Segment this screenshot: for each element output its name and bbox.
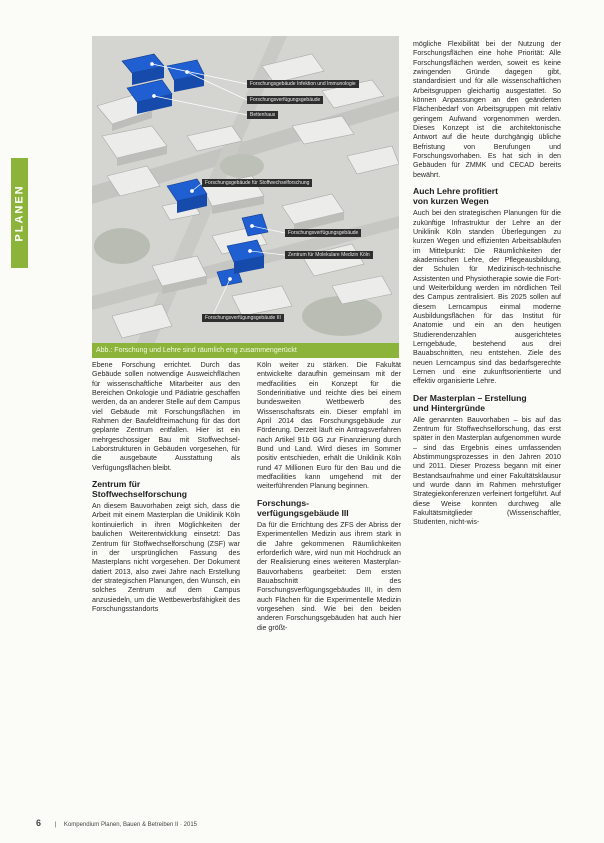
text-column-1 [92,361,240,614]
page-footer [36,818,197,828]
section-heading [413,186,561,206]
paragraph: mögliche Flexibilität bei der Nutzung der Forschungsflächen eine hohe Priorität: Alle Forschungsflächen werden, soweit es keine zwingenden Gründe dagegen gibt, standardisiert und für alle wissenschaftlichen Arbeitsgruppen gleichartig ausgestattet. So können Anpassungen an den geänderten Flächenbedarf von Arbeitsgruppen mit relativ geringem Aufwand vorgenommen werden. Dieses Konzept ist die architektonische Antwort auf die heute durchgängig übliche Befristung von Berufungen und Forschungsvorhaben. Es hat sich in den Gebäuden für ZMMK und CECAD bereits bewährt. [413,40,561,179]
map-label-4: Forschungsgebäude für Stoffwechselforschung [202,179,312,187]
heading-line: und Hintergründe [413,402,486,413]
section-heading [257,498,401,518]
map-label-1: Forschungsgebäude Infektion und Immunologie [247,80,359,88]
figure-caption: Abb.: Forschung und Lehre sind räumlich eng zusammengerückt [92,343,399,358]
heading-line: Forschungs- [257,497,310,508]
paragraph: Auch bei den strategischen Planungen für die zukünftige Infrastruktur der Lehre an der Uniklinik Köln standen Überlegungen zu kurzen Wegen und effizienten Arbeitsabläufen im Mittelpunkt: Die Räumlichkeiten der akademischen Lehre, der Pflegeausbildung, der Schulen für Medizinisch-technische Assistenten und Physiotherapie sowie die Fort- und Weiterbildung werden im nördlichen Teil des Campus zentralisiert. Bis 2025 sollen auf diesem Lerncampus einmal moderne Ausbildungsflächen für das Institut für Anatomie und ein an den heutigen Studierendenzahlen ausgerichtetes Lerngebäude, bestehend aus drei Bauabschnitten, neu entstehen. Ziele des neuen Lerncampus sind das bedarfsgerechte Lernen und eine zukunftsorientierte und effektiv organisierte Lehre. [413,209,561,386]
campus-aerial-figure [92,36,399,354]
footer-separator: | [54,822,57,828]
heading-line: Der Masterplan – Erstellung [413,392,527,403]
heading-line: verfügungsgebäude III [257,507,349,518]
map-label-2: Forschungsverfügungsgebäude [247,96,323,104]
publication-name: Kompendium Planen, Bauen & Betreiben II · 2015 [63,822,198,828]
heading-line: Zentrum für [92,479,141,490]
paragraph: Ebene Forschung errichtet. Durch das Gebäude sollen notwendige Ausweichflächen für wissenschaftliche Mitarbeiter aus den Bereichen Onkologie und Pädiatrie geschaffen werden, da an anderer Stelle auf dem Campus viel Gebäude mit Forschungsflächen im Rahmen der Baufeldfreimachung für das dort geplante Zentrum entfallen. Hier ist ein mehrgeschossiger Bau mit Stoffwechsel-Laborstrukturen in Gebäuden vorgesehen, für die ausgebaute Ausstattung als Verfügungsflächen bleibt. [92,361,240,472]
paragraph: Köln weiter zu stärken. Die Fakultät entwickelte daraufhin gemeinsam mit der medfacilities ein Konzept für die Sonderinitiative und reichte dies bei einem bundesweiten Wettbewerb des Wissenschaftsrats ein. Dieser empfahl im April 2014 das Forschungsgebäude zur Förderung. Derzeit läuft ein Antragsverfahren nach Artikel 91b GG zur Finanzierung durch Bund und Land. Wird dieses im Sommer positiv entschieden, erhält die Uniklinik Köln rund 47 Millionen Euro für den Bau und die medfacilities kann umgehend mit der weiterführenden Planung beginnen. [257,361,401,491]
paragraph: Da für die Errichtung des ZFS der Abriss der Experimentellen Medizin aus ihrem stark in die Jahre gekommenen Räumlichkeiten erforderlich wäre, wird nun mit Hochdruck an der Realisierung eines weiteren Masterplan-Bauvorhabens gearbeitet: Dem ersten Bauabschnitt des Forschungsverfügungsgebäudes III, in dem auch Flächen für die Experimentelle Medizin vorgesehen sind. Wie bei den beiden anderen Forschungsgebäuden hat auch hier die größt- [257,520,401,632]
map-label-6: Zentrum für Molekulare Medizin Köln [285,251,373,259]
heading-line: Stoffwechselforschung [92,489,188,500]
section-heading [92,479,240,499]
section-heading [413,393,561,413]
heading-line: von kurzen Wegen [413,196,489,207]
text-column-2 [257,361,401,633]
text-column-3 [413,40,561,528]
page-number: 6 [36,818,42,828]
map-label-5: Forschungsverfügungsgebäude [285,229,361,237]
paragraph: Alle genannten Bauvorhaben – bis auf das Zentrum für Stoffwechselforschung, das erst später in den Masterplan aufgenommen wurde – sind das Ergebnis eines umfassenden Abstimmungsprozesses in den Jahren 2010 und 2011. Dieser Prozess begann mit einer Bestandsaufnahme und einer Fakultätsklausur und wurde dann im Rahmen mehrstufiger Strategiekonferenzen verfeinert fortgeführt. Auf diese Weise konnten durchweg alle Fakultätsmitglieder (Wissenschaftler, Studenten, nicht-wis- [413,415,561,527]
map-label-3: Bettenhaus [247,111,278,119]
paragraph: An diesem Bauvorhaben zeigt sich, dass die Arbeit mit einem Masterplan die Uniklinik Köln kontinuierlich in ihren Möglichkeiten der baulichen Weiterentwicklung einsetzt: Das Zentrum für Stoffwechselforschung (ZSF) war in der ursprünglichen Fassung des Masterplans nicht vorgesehen. Der Dokument datiert 2013, also zwei Jahre nach Erstellung der strategischen Planungen, den Wunsch, ein solches Zentrum auf dem Campus anzusiedeln, um die Wettbewerbsfähigkeit des Forschungsstandorts [92,502,240,613]
section-tab-label: PLANEN [13,184,26,242]
map-label-7: Forschungsverfügungsgebäude III [202,314,284,322]
heading-line: Auch Lehre profitiert [413,186,498,197]
section-tab [11,158,28,268]
